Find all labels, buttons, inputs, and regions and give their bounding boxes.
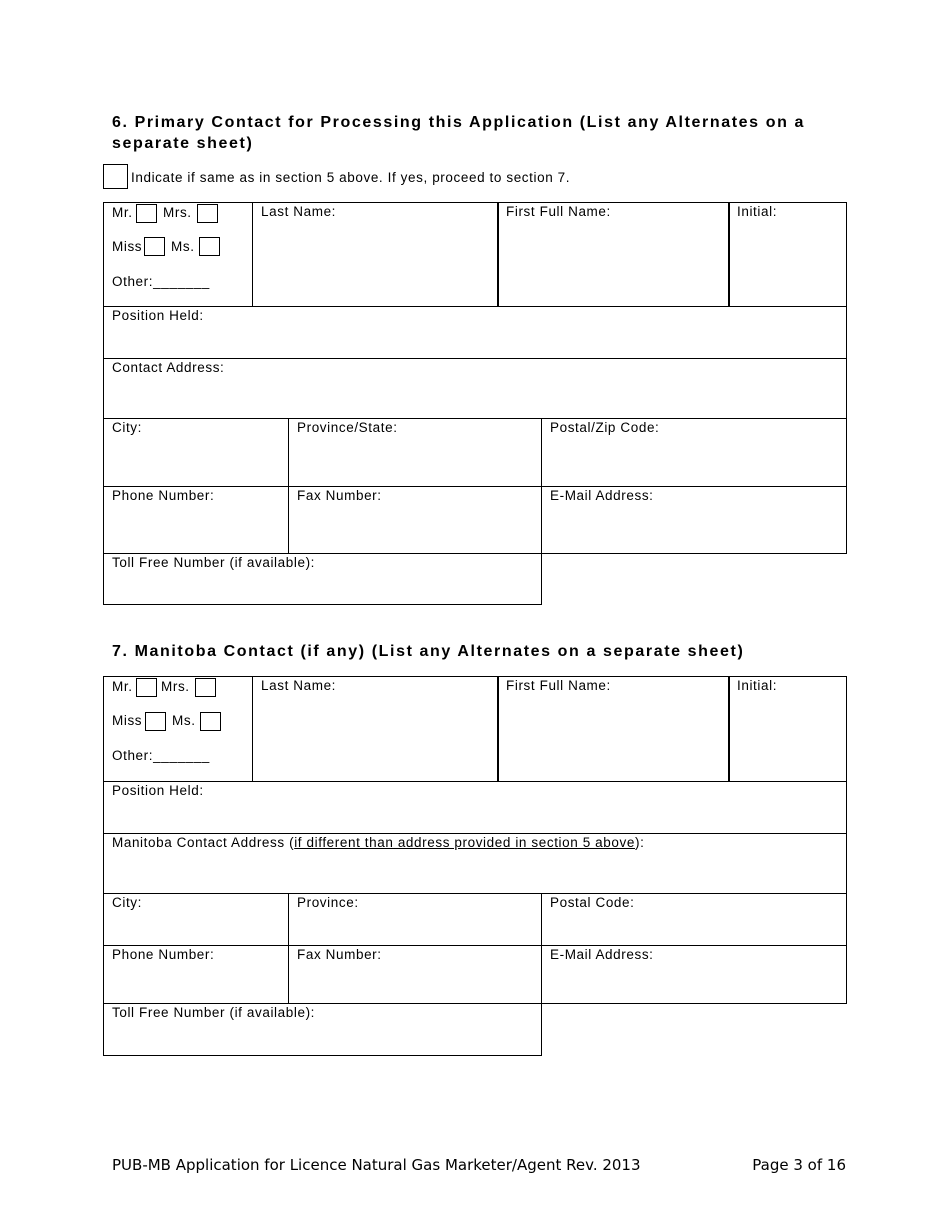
s7-ms-checkbox[interactable]: [200, 712, 221, 731]
s7-email-field[interactable]: [541, 945, 847, 1004]
s7-fax-label: Fax Number:: [297, 947, 382, 962]
s6-address-label: Contact Address:: [112, 360, 225, 375]
s6-last-name-field[interactable]: [252, 202, 499, 307]
s7-mrs-label: Mrs.: [161, 679, 190, 694]
s6-last-name-label: Last Name:: [261, 204, 337, 219]
s6-province-label: Province/State:: [297, 420, 398, 435]
s7-province-field[interactable]: [288, 893, 542, 946]
s7-first-name-label: First Full Name:: [506, 678, 611, 693]
s7-toll-free-field[interactable]: [103, 1003, 542, 1056]
footer-document-title: PUB-MB Application for Licence Natural Gas Marketer/Agent Rev. 2013: [112, 1156, 641, 1174]
s7-position-label: Position Held:: [112, 783, 204, 798]
s7-phone-label: Phone Number:: [112, 947, 215, 962]
s6-mr-label: Mr.: [112, 205, 133, 220]
s7-toll-free-label: Toll Free Number (if available):: [112, 1005, 316, 1020]
s6-province-field[interactable]: [288, 418, 542, 487]
s6-position-field[interactable]: [103, 306, 847, 359]
s7-mr-label: Mr.: [112, 679, 133, 694]
s6-city-field[interactable]: [103, 418, 289, 487]
s7-first-name-field[interactable]: [497, 676, 730, 782]
s6-city-label: City:: [112, 420, 142, 435]
s6-miss-label: Miss: [112, 239, 143, 254]
s6-ms-label: Ms.: [171, 239, 195, 254]
s6-mr-checkbox[interactable]: [136, 204, 157, 223]
s7-mrs-checkbox[interactable]: [195, 678, 216, 697]
s6-salutation-cell: [103, 202, 253, 307]
s6-toll-free-label: Toll Free Number (if available):: [112, 555, 316, 570]
s7-initial-label: Initial:: [737, 678, 778, 693]
s7-phone-field[interactable]: [103, 945, 289, 1004]
s7-province-label: Province:: [297, 895, 359, 910]
s6-email-label: E-Mail Address:: [550, 488, 654, 503]
section-7-heading: 7. Manitoba Contact (if any) (List any Alternates on a separate sheet): [112, 643, 745, 660]
s6-ms-checkbox[interactable]: [199, 237, 220, 256]
s7-salutation-cell: [103, 676, 253, 782]
s6-toll-free-field[interactable]: [103, 553, 542, 605]
s7-postal-field[interactable]: [541, 893, 847, 946]
s7-address-suffix: ):: [634, 835, 645, 850]
s7-position-field[interactable]: [103, 781, 847, 834]
s7-other-label[interactable]: Other:_______: [112, 748, 210, 763]
section-6-heading: 6. Primary Contact for Processing this Application (List any Alternates on a separate sheet): [112, 114, 805, 152]
s6-initial-field[interactable]: [728, 202, 847, 307]
s7-miss-checkbox[interactable]: [145, 712, 166, 731]
s7-address-underlined: if different than address provided in section 5 above: [294, 835, 635, 850]
s7-mr-checkbox[interactable]: [136, 678, 157, 697]
s6-first-name-field[interactable]: [497, 202, 730, 307]
s7-miss-label: Miss: [112, 713, 143, 728]
s6-first-name-label: First Full Name:: [506, 204, 611, 219]
s6-fax-label: Fax Number:: [297, 488, 382, 503]
s7-last-name-field[interactable]: [252, 676, 499, 782]
s7-email-label: E-Mail Address:: [550, 947, 654, 962]
s7-city-label: City:: [112, 895, 142, 910]
s7-last-name-label: Last Name:: [261, 678, 337, 693]
s7-city-field[interactable]: [103, 893, 289, 946]
s6-initial-label: Initial:: [737, 204, 778, 219]
same-as-section-5-label: Indicate if same as in section 5 above. If yes, proceed to section 7.: [131, 170, 571, 185]
s6-mrs-label: Mrs.: [163, 205, 192, 220]
s6-other-label[interactable]: Other:_______: [112, 274, 210, 289]
s6-phone-label: Phone Number:: [112, 488, 215, 503]
s7-ms-label: Ms.: [172, 713, 196, 728]
s6-position-label: Position Held:: [112, 308, 204, 323]
s7-address-field[interactable]: [103, 833, 847, 894]
s7-address-prefix: Manitoba Contact Address (: [112, 835, 295, 850]
s7-fax-field[interactable]: [288, 945, 542, 1004]
footer-page-number: Page 3 of 16: [752, 1156, 846, 1174]
s6-postal-label: Postal/Zip Code:: [550, 420, 660, 435]
s6-miss-checkbox[interactable]: [144, 237, 165, 256]
s7-initial-field[interactable]: [728, 676, 847, 782]
s6-mrs-checkbox[interactable]: [197, 204, 218, 223]
s6-fax-field[interactable]: [288, 486, 542, 554]
s6-address-field[interactable]: [103, 358, 847, 419]
s6-email-field[interactable]: [541, 486, 847, 554]
s7-address-label: [112, 835, 644, 850]
s6-postal-field[interactable]: [541, 418, 847, 487]
s6-phone-field[interactable]: [103, 486, 289, 554]
s7-postal-label: Postal Code:: [550, 895, 635, 910]
same-as-section-5-checkbox[interactable]: [103, 164, 128, 189]
